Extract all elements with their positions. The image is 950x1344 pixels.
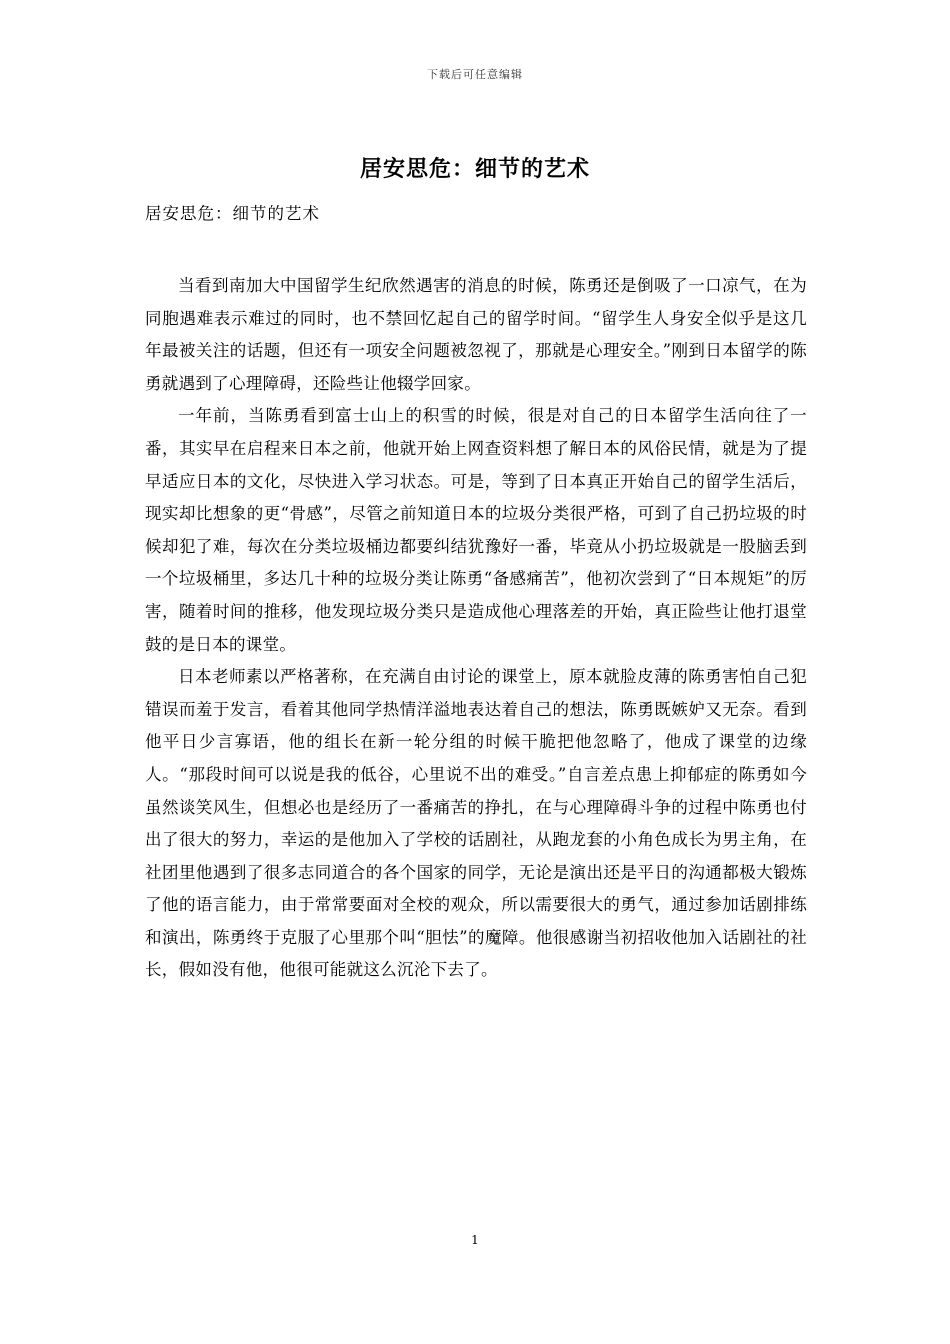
header-note: 下载后可任意编辑 xyxy=(427,68,523,81)
body-paragraph: 当看到南加大中国留学生纪欣然遇害的消息的时候，陈勇还是倒吸了一口凉气，在为同胞遇难表示难过的同时，也不禁回忆起自己的留学时间。“留学生人身安全似乎是这几年最被关注的话题，但还有一项安全问题被忽视了，那就是心理安全。”刚到日本留学的陈勇就遇到了心理障碍，还险些让他辍学回家。 xyxy=(145,276,807,393)
page-number: 1 xyxy=(471,1233,479,1247)
document-body xyxy=(145,270,807,987)
document-title: 居安思危：细节的艺术 xyxy=(359,156,590,182)
document-subtitle: 居安思危：细节的艺术 xyxy=(145,204,320,223)
body-paragraph: 一年前，当陈勇看到富士山上的积雪的时候，很是对自己的日本留学生活向往了一番，其实早在启程来日本之前，他就开始上网查资料想了解日本的风俗民情，就是为了提早适应日本的文化，尽快进入学习状态。可是，等到了日本真正开始自己的留学生活后，现实却比想象的更“骨感”，尽管之前知道日本的垃圾分类很严格，可到了自己扔垃圾的时候却犯了难，每次在分类垃圾桶边都要纠结犹豫好一番，毕竟从小扔垃圾就是一股脑丢到一个垃圾桶里，多达几十种的垃圾分类让陈勇“备感痛苦”，他初次尝到了“日本规矩”的厉害，随着时间的推移，他发现垃圾分类只是造成他心理落差的开始，真正险些让他打退堂鼓的是日本的课堂。 xyxy=(145,406,807,654)
body-paragraph: 日本老师素以严格著称，在充满自由讨论的课堂上，原本就脸皮薄的陈勇害怕自己犯错误而羞于发言，看着其他同学热情洋溢地表达着自己的想法，陈勇既嫉妒又无奈。看到他平日少言寡语，他的组长在新一轮分组的时候干脆把他忽略了，他成了课堂的边缘人。“那段时间可以说是我的低谷，心里说不出的难受。”自言差点患上抑郁症的陈勇如今虽然谈笑风生，但想必也是经历了一番痛苦的挣扎，在与心理障碍斗争的过程中陈勇也付出了很大的努力，幸运的是他加入了学校的话剧社，从跑龙套的小角色成长为男主角，在社团里他遇到了很多志同道合的各个国家的同学，无论是演出还是平日的沟通都极大锻炼了他的语言能力，由于常常要面对全校的观众，所以需要很大的勇气，通过参加话剧排练和演出，陈勇终于克服了心里那个叫“胆怯”的魔障。他很感谢当初招收他加入话剧社的社长，假如没有他，他很可能就这么沉沦下去了。 xyxy=(145,667,807,980)
